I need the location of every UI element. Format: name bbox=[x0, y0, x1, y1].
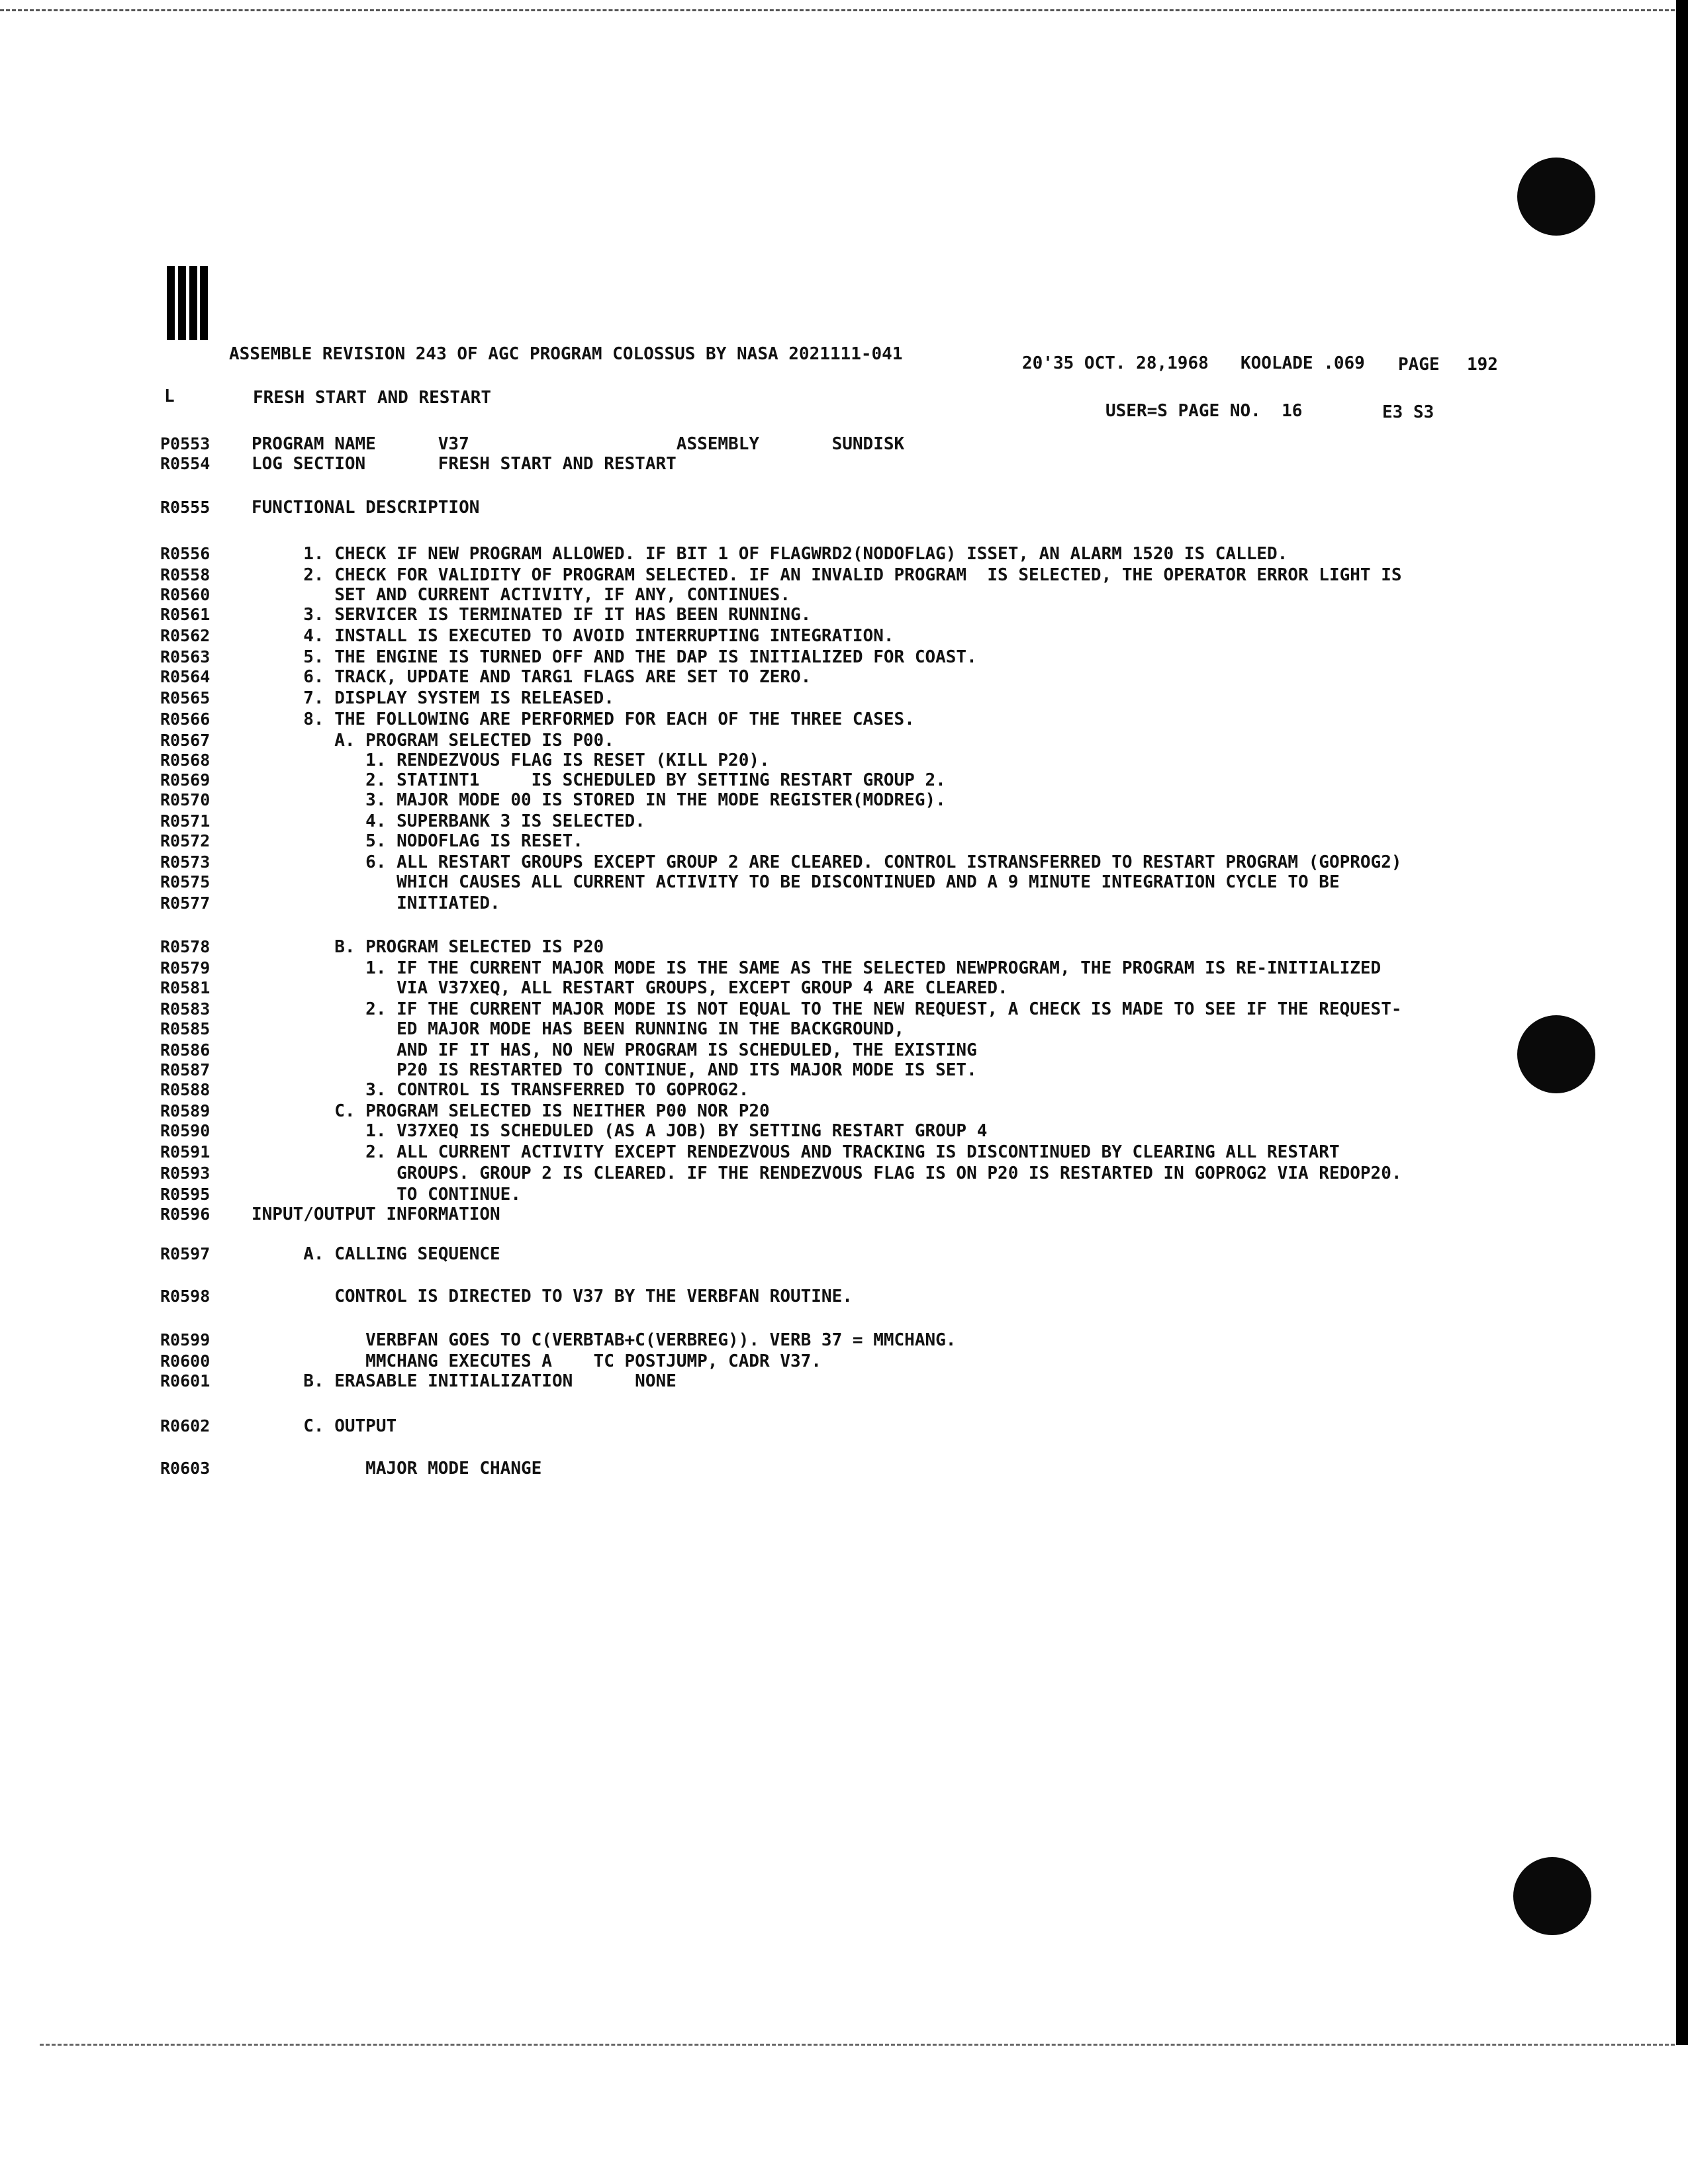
punch-hole-bottom bbox=[1513, 1857, 1591, 1935]
line-text: 7. DISPLAY SYSTEM IS RELEASED. bbox=[252, 688, 614, 708]
header-koolade: KOOLADE .069 bbox=[1241, 353, 1365, 373]
line-text: B. PROGRAM SELECTED IS P20 bbox=[252, 937, 604, 957]
line-number: R0581 bbox=[160, 978, 211, 997]
line-text: 8. THE FOLLOWING ARE PERFORMED FOR EACH OF THE THREE CASES. bbox=[252, 709, 915, 729]
line-number: R0579 bbox=[160, 958, 211, 978]
line-number: R0600 bbox=[160, 1351, 211, 1371]
line-number: R0593 bbox=[160, 1163, 211, 1183]
line-number: R0558 bbox=[160, 565, 211, 584]
line-text: B. ERASABLE INITIALIZATION NONE bbox=[252, 1371, 677, 1391]
line-text: TO CONTINUE. bbox=[252, 1185, 521, 1205]
line-number: R0587 bbox=[160, 1060, 211, 1079]
line-text: P20 IS RESTARTED TO CONTINUE, AND ITS MAJOR MODE IS SET. bbox=[252, 1060, 977, 1080]
line-number: R0573 bbox=[160, 852, 211, 872]
punch-hole-middle bbox=[1517, 1015, 1595, 1093]
line-text: AND IF IT HAS, NO NEW PROGRAM IS SCHEDULED, THE EXISTING bbox=[252, 1040, 977, 1060]
line-number: R0583 bbox=[160, 999, 211, 1019]
line-text: 6. ALL RESTART GROUPS EXCEPT GROUP 2 ARE CLEARED. CONTROL ISTRANSFERRED TO RESTART PROGRAM (GOPROG2) bbox=[252, 852, 1402, 872]
line-text: CONTROL IS DIRECTED TO V37 BY THE VERBFAN ROUTINE. bbox=[252, 1287, 853, 1306]
line-text: ED MAJOR MODE HAS BEEN RUNNING IN THE BACKGROUND, bbox=[252, 1019, 905, 1039]
header-page-label: PAGE bbox=[1398, 355, 1440, 375]
line-number: R0588 bbox=[160, 1080, 211, 1099]
line-number: R0589 bbox=[160, 1101, 211, 1120]
line-text: 5. THE ENGINE IS TURNED OFF AND THE DAP IS INITIALIZED FOR COAST. bbox=[252, 647, 977, 667]
line-text: 1. IF THE CURRENT MAJOR MODE IS THE SAME AS THE SELECTED NEWPROGRAM, THE PROGRAM IS RE-INITIALIZED bbox=[252, 958, 1382, 978]
header-mark-l: L bbox=[164, 387, 175, 406]
header-assembly-line: ASSEMBLE REVISION 243 OF AGC PROGRAM COLOSSUS BY NASA 2021111-041 bbox=[229, 344, 903, 364]
line-number: R0571 bbox=[160, 811, 211, 831]
line-text: MMCHANG EXECUTES A TC POSTJUMP, CADR V37. bbox=[252, 1351, 821, 1371]
line-text: 3. CONTROL IS TRANSFERRED TO GOPROG2. bbox=[252, 1080, 749, 1100]
line-number: R0562 bbox=[160, 626, 211, 645]
line-text: PROGRAM NAME V37 ASSEMBLY SUNDISK bbox=[252, 434, 905, 454]
line-text: 1. V37XEQ IS SCHEDULED (AS A JOB) BY SETTING RESTART GROUP 4 bbox=[252, 1121, 988, 1141]
header-datetime: 20'35 OCT. 28,1968 bbox=[1022, 353, 1209, 373]
scan-edge-band bbox=[1676, 0, 1688, 2045]
line-number: R0566 bbox=[160, 709, 211, 729]
line-text: A. PROGRAM SELECTED IS P00. bbox=[252, 731, 614, 751]
page-code: E3 S3 bbox=[1382, 402, 1434, 422]
line-number: R0603 bbox=[160, 1459, 211, 1478]
line-text: GROUPS. GROUP 2 IS CLEARED. IF THE RENDEZVOUS FLAG IS ON P20 IS RESTARTED IN GOPROG2 VIA REDOP20. bbox=[252, 1163, 1402, 1183]
line-number: R0569 bbox=[160, 770, 211, 790]
line-number: R0572 bbox=[160, 831, 211, 850]
line-text: 1. RENDEZVOUS FLAG IS RESET (KILL P20). bbox=[252, 751, 770, 770]
line-number: R0599 bbox=[160, 1330, 211, 1349]
line-text: 2. IF THE CURRENT MAJOR MODE IS NOT EQUAL TO THE NEW REQUEST, A CHECK IS MADE TO SEE IF THE REQUEST- bbox=[252, 999, 1402, 1019]
line-text: 2. ALL CURRENT ACTIVITY EXCEPT RENDEZVOUS AND TRACKING IS DISCONTINUED BY CLEARING ALL RESTART bbox=[252, 1142, 1340, 1162]
line-number: R0564 bbox=[160, 667, 211, 686]
line-number: R0590 bbox=[160, 1121, 211, 1140]
line-number: R0575 bbox=[160, 872, 211, 891]
line-text: 2. STATINT1 IS SCHEDULED BY SETTING RESTART GROUP 2. bbox=[252, 770, 946, 790]
line-number: R0578 bbox=[160, 937, 211, 956]
line-text: MAJOR MODE CHANGE bbox=[252, 1459, 542, 1479]
line-number: R0577 bbox=[160, 893, 211, 913]
line-number: R0560 bbox=[160, 585, 211, 604]
line-number: R0586 bbox=[160, 1040, 211, 1060]
line-number: R0554 bbox=[160, 454, 211, 473]
line-text: SET AND CURRENT ACTIVITY, IF ANY, CONTINUES. bbox=[252, 585, 790, 605]
line-text: 5. NODOFLAG IS RESET. bbox=[252, 831, 583, 851]
line-text: A. CALLING SEQUENCE bbox=[252, 1244, 500, 1264]
line-text: C. PROGRAM SELECTED IS NEITHER P00 NOR P20 bbox=[252, 1101, 770, 1121]
line-text: LOG SECTION FRESH START AND RESTART bbox=[252, 454, 677, 474]
line-number: R0561 bbox=[160, 605, 211, 624]
binder-clip-mark bbox=[167, 266, 208, 348]
line-text: 2. CHECK FOR VALIDITY OF PROGRAM SELECTED. IF AN INVALID PROGRAM IS SELECTED, THE OPERATOR ERROR LIGHT IS bbox=[252, 565, 1402, 585]
bottom-tear-edge bbox=[40, 2044, 1675, 2046]
line-text: 3. SERVICER IS TERMINATED IF IT HAS BEEN RUNNING. bbox=[252, 605, 812, 625]
line-number: R0567 bbox=[160, 731, 211, 750]
line-number: R0568 bbox=[160, 751, 211, 770]
punch-hole-top bbox=[1517, 158, 1595, 236]
line-text: 4. INSTALL IS EXECUTED TO AVOID INTERRUPTING INTEGRATION. bbox=[252, 626, 894, 646]
line-number: R0565 bbox=[160, 688, 211, 707]
line-number: R0597 bbox=[160, 1244, 211, 1263]
line-number: R0596 bbox=[160, 1205, 211, 1224]
line-text: 4. SUPERBANK 3 IS SELECTED. bbox=[252, 811, 645, 831]
section-title: FRESH START AND RESTART bbox=[253, 388, 492, 408]
line-text: INITIATED. bbox=[252, 893, 500, 913]
line-number: R0598 bbox=[160, 1287, 211, 1306]
line-text: VIA V37XEQ, ALL RESTART GROUPS, EXCEPT GROUP 4 ARE CLEARED. bbox=[252, 978, 1008, 998]
line-text: FUNCTIONAL DESCRIPTION bbox=[252, 498, 480, 518]
line-number: R0601 bbox=[160, 1371, 211, 1390]
line-text: 1. CHECK IF NEW PROGRAM ALLOWED. IF BIT 1 OF FLAGWRD2(NODOFLAG) ISSET, AN ALARM 1520 IS CALLED. bbox=[252, 544, 1288, 564]
line-number: R0591 bbox=[160, 1142, 211, 1161]
line-text: INPUT/OUTPUT INFORMATION bbox=[252, 1205, 500, 1224]
line-text: C. OUTPUT bbox=[252, 1416, 397, 1436]
line-number: R0602 bbox=[160, 1416, 211, 1435]
line-text: 6. TRACK, UPDATE AND TARG1 FLAGS ARE SET TO ZERO. bbox=[252, 667, 812, 687]
line-number: R0585 bbox=[160, 1019, 211, 1038]
line-number: P0553 bbox=[160, 434, 211, 453]
line-number: R0563 bbox=[160, 647, 211, 666]
line-number: R0595 bbox=[160, 1185, 211, 1204]
line-number: R0555 bbox=[160, 498, 211, 517]
line-text: WHICH CAUSES ALL CURRENT ACTIVITY TO BE DISCONTINUED AND A 9 MINUTE INTEGRATION CYCLE TO BE bbox=[252, 872, 1340, 892]
line-number: R0556 bbox=[160, 544, 211, 563]
line-text: 3. MAJOR MODE 00 IS STORED IN THE MODE REGISTER(MODREG). bbox=[252, 790, 946, 810]
top-tear-edge bbox=[0, 9, 1675, 11]
line-number: R0570 bbox=[160, 790, 211, 809]
header-page-number: 192 bbox=[1467, 355, 1498, 375]
line-text: VERBFAN GOES TO C(VERBTAB+C(VERBREG)). VERB 37 = MMCHANG. bbox=[252, 1330, 957, 1350]
users-page-number: USER=S PAGE NO. 16 bbox=[1105, 401, 1303, 421]
